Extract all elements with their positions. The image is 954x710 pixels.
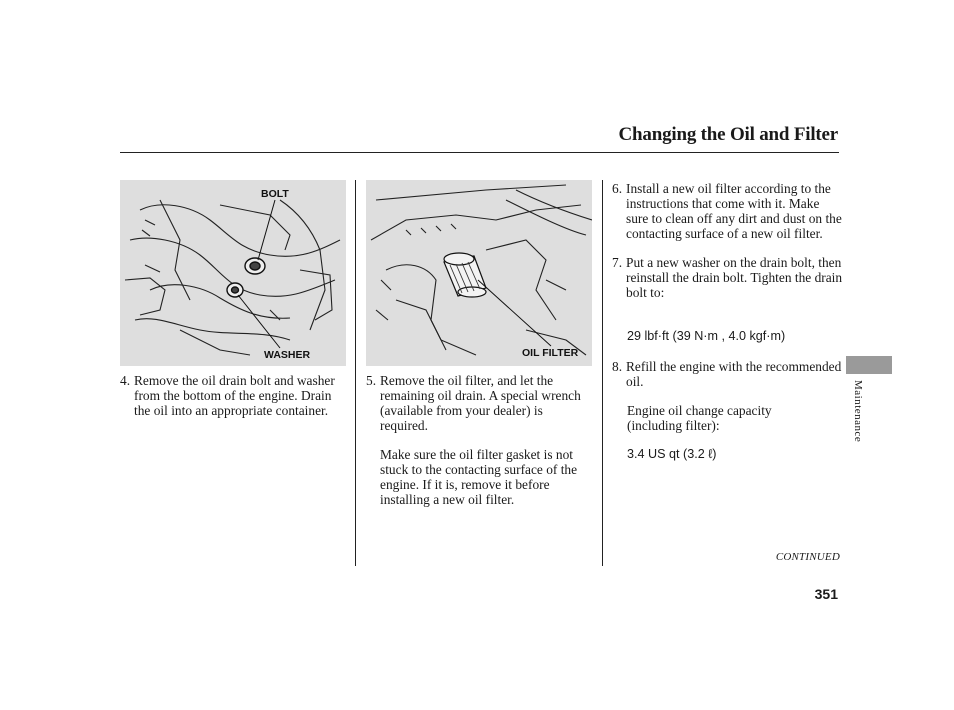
step-list-column-3 bbox=[612, 181, 844, 314]
oil-filter-drawing bbox=[366, 180, 592, 366]
step-list-column-1 bbox=[120, 373, 338, 432]
step-list-column-2 bbox=[366, 373, 594, 447]
step-text: Refill the engine with the recommended oil. bbox=[626, 359, 842, 389]
step-5 bbox=[366, 373, 594, 433]
step-6 bbox=[612, 181, 844, 241]
step-number: 6. bbox=[612, 181, 623, 196]
drain-bolt-illustration bbox=[120, 180, 346, 366]
torque-spec: 29 lbf·ft (39 N·m , 4.0 kgf·m) bbox=[627, 329, 786, 343]
step-number: 4. bbox=[120, 373, 131, 388]
section-tab bbox=[846, 356, 892, 374]
step-text: Remove the oil filter, and let the remaining oil drain. A special wrench (available from your dealer) is required. bbox=[380, 373, 581, 433]
column-divider bbox=[602, 180, 603, 566]
oil-filter-label: OIL FILTER bbox=[522, 347, 579, 359]
title-rule bbox=[120, 152, 839, 153]
step-number: 8. bbox=[612, 359, 623, 374]
continued-note: CONTINUED bbox=[775, 551, 840, 563]
step-8 bbox=[612, 359, 844, 389]
capacity-label: Engine oil change capacity (including filter): bbox=[627, 403, 772, 433]
section-label: Maintenance bbox=[852, 380, 864, 443]
step-7 bbox=[612, 255, 844, 300]
step-4 bbox=[120, 373, 338, 418]
capacity-spec: 3.4 US qt (3.2 ℓ) bbox=[627, 447, 717, 461]
bolt-label: BOLT bbox=[261, 188, 289, 200]
oil-filter-illustration bbox=[366, 180, 592, 366]
washer-label: WASHER bbox=[264, 349, 311, 361]
column-divider bbox=[355, 180, 356, 566]
page-title: Changing the Oil and Filter bbox=[618, 124, 838, 145]
step-text: Remove the oil drain bolt and washer from the bottom of the engine. Drain the oil into an appropriate container. bbox=[134, 373, 335, 418]
gasket-note: Make sure the oil filter gasket is not stuck to the contacting surface of the engine. If it is, remove it before installing a new oil filter. bbox=[380, 447, 578, 507]
step-number: 7. bbox=[612, 255, 623, 270]
step-text: Install a new oil filter according to the instructions that come with it. Make sure to clean off any dirt and dust on the contacting surface of a new oil filter. bbox=[626, 181, 842, 241]
drain-bolt-drawing bbox=[120, 180, 346, 366]
page-number: 351 bbox=[814, 586, 838, 602]
step-text: Put a new washer on the drain bolt, then reinstall the drain bolt. Tighten the drain bolt to: bbox=[626, 255, 843, 300]
step-list-column-3b bbox=[612, 359, 844, 403]
step-number: 5. bbox=[366, 373, 377, 388]
